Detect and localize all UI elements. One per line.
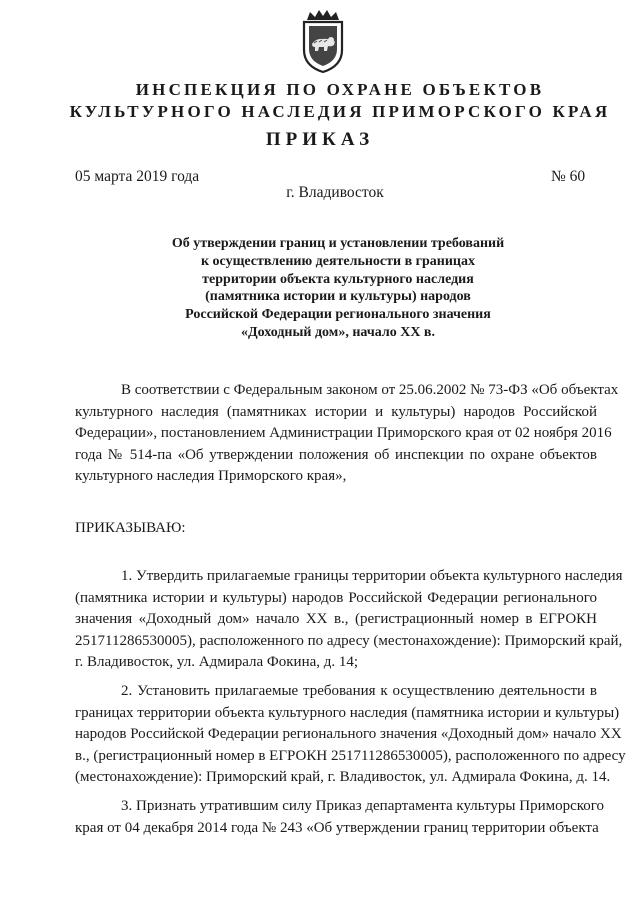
preamble-paragraph [75,380,619,488]
text-line: г. Владивосток, ул. Адмирала Фокина, д. 14; [75,654,359,671]
text-line: В соответствии с Федеральным законом от 25.06.2002 № 73-ФЗ «Об объектах [121,382,619,398]
subject-line: (памятника истории и культуры) народов [205,289,471,305]
subject-line: «Доходный дом», начало XX в. [240,324,435,340]
document-subject [110,235,566,342]
text-line: 1. Утвердить прилагаемые границы территории объекта культурного наследия [121,568,623,584]
order-directive: ПРИКАЗЫВАЮ: [75,520,186,536]
text-line: значения «Доходный дом» начало XX в., (регистрационный номер в ЕГРОКН [75,611,597,628]
subject-line: территории объекта культурного наследия [202,271,474,287]
order-item-1 [75,566,623,674]
subject-line: к осуществлению деятельности в границах [200,253,475,269]
document-city: г. Владивосток [286,184,384,201]
text-line: народов Российской Федерации регионального значения «Доходный дом» начало XX [75,726,622,743]
text-line: 3. Признать утратившим силу Приказ департамента культуры Приморского [121,798,605,814]
text-line: года № 514-па «Об утверждении положения об инспекции по охране объектов [75,446,597,463]
coat-of-arms-icon [298,8,348,74]
document-date: 05 марта 2019 года [75,168,200,185]
text-line: (памятника истории и культуры) народов Российской Федерации регионального [75,589,597,606]
document-type-title: ПРИКАЗ [265,129,375,150]
text-line: границах территории объекта культурного наследия (памятника истории и культуры) [75,704,620,721]
subject-line: Российской Федерации регионального значения [185,307,491,323]
text-line: культурного наследия Приморского края», [75,468,347,485]
order-item-3 [75,796,605,839]
text-line: (местонахождение): Приморский край, г. Владивосток, ул. Адмирала Фокина, д. 14. [75,769,611,786]
order-item-2 [75,681,626,789]
text-line: 251711286530005), расположенного по адресу (местонахождение): Приморский край, [75,632,623,649]
subject-line: Об утверждении границ и установлении требований [171,236,505,251]
text-line: 2. Установить прилагаемые требования к осуществлению деятельности в [121,683,597,699]
text-line: культурного наследия (памятниках истории и культуры) народов Российской [75,403,597,420]
text-line: края от 04 декабря 2014 года № 243 «Об утверждении границ территории объекта [75,819,599,836]
text-line: в., (регистрационный номер в ЕГРОКН 251711286530005), расположенного по адресу [75,747,626,764]
document-number: № 60 [551,168,586,185]
organization-name-line2: КУЛЬТУРНОГО НАСЛЕДИЯ ПРИМОРСКОГО КРАЯ [69,102,611,121]
text-line: Федерации», постановлением Администрации Приморского края от 02 ноября 2016 [75,425,612,442]
organization-name-line1: ИНСПЕКЦИЯ ПО ОХРАНЕ ОБЪЕКТОВ [135,80,545,99]
